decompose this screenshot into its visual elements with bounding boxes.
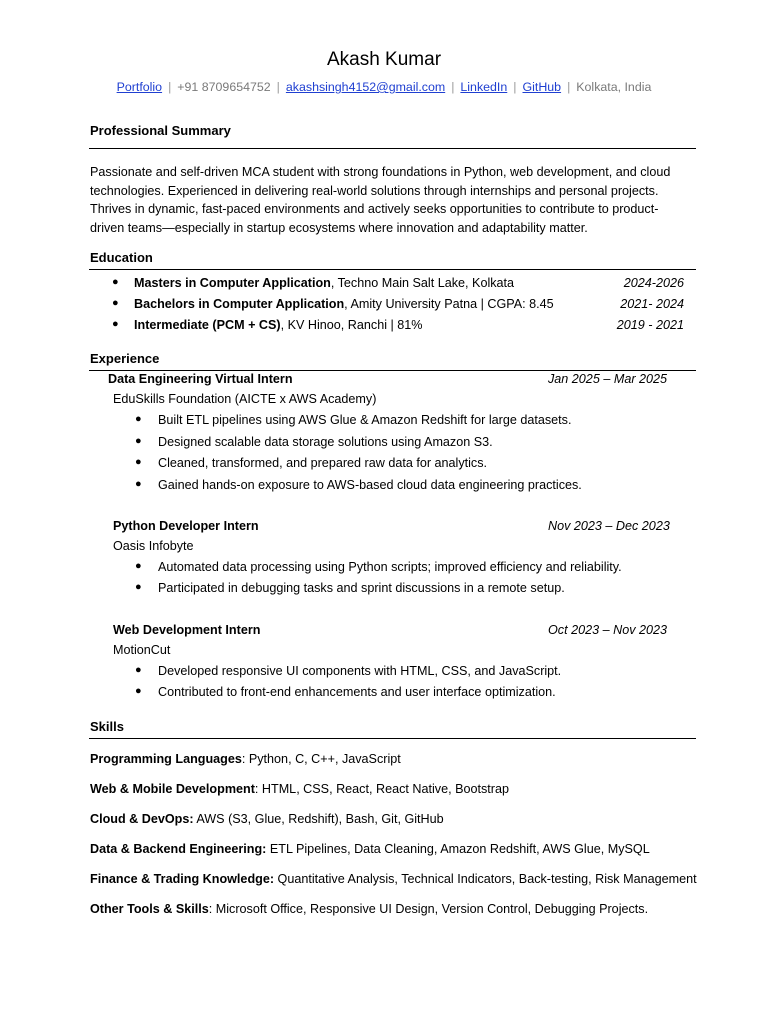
job-title: Data Engineering Virtual Intern	[108, 372, 293, 386]
skill-row	[90, 811, 444, 827]
skill-row	[90, 871, 697, 887]
job-organization: MotionCut	[113, 643, 171, 657]
job-point-text: Designed scalable data storage solutions using Amazon S3.	[158, 435, 493, 449]
education-text	[134, 275, 514, 291]
job-point-text: Developed responsive UI components with HTML, CSS, and JavaScript.	[158, 664, 562, 678]
bullet: ●	[135, 560, 142, 572]
job-organization: Oasis Infobyte	[113, 539, 194, 553]
skill-row	[90, 841, 650, 857]
section-divider	[89, 738, 696, 739]
job-organization: EduSkills Foundation (AICTE x AWS Academy)	[113, 392, 377, 406]
job-point-text: Gained hands-on exposure to AWS-based cloud data engineering practices.	[158, 478, 582, 492]
skill-colon: :	[254, 782, 259, 796]
section-title-skills: Skills	[90, 719, 124, 734]
skill-value: HTML, CSS, React, React Native, Bootstrap	[258, 782, 509, 796]
bullet: ●	[135, 664, 142, 676]
skill-label: Finance & Trading Knowledge:	[90, 872, 275, 886]
summary-line: technologies. Experienced in delivering real-world solutions through internships and personal projects.	[90, 183, 659, 198]
job-dates: Jan 2025 – Mar 2025	[548, 372, 668, 386]
location: Kolkata, India	[576, 80, 652, 94]
portfolio-link[interactable]: Portfolio	[116, 80, 163, 94]
bullet: ●	[135, 456, 142, 468]
linkedin-link[interactable]: LinkedIn	[460, 80, 508, 94]
skill-label: Data & Backend Engineering:	[90, 842, 267, 856]
section-divider	[89, 148, 696, 149]
bullet: ●	[135, 435, 142, 447]
skill-colon: :	[208, 902, 213, 916]
job-dates: Oct 2023 – Nov 2023	[548, 623, 668, 637]
contact-line	[0, 79, 768, 95]
education-dates: 2024-2026	[623, 276, 684, 290]
degree: Intermediate (PCM + CS)	[134, 318, 281, 332]
education-text	[134, 296, 554, 312]
section-title-education: Education	[90, 250, 153, 265]
bullet: ●	[135, 581, 142, 593]
job-point-text: Contributed to front-end enhancements and user interface optimization.	[158, 685, 556, 699]
degree: Bachelors in Computer Application	[134, 297, 345, 311]
job-point-text: Automated data processing using Python scripts; improved efficiency and reliability.	[158, 560, 622, 574]
separator: |	[513, 80, 517, 94]
separator: |	[451, 80, 455, 94]
skill-label: Cloud & DevOps:	[90, 812, 194, 826]
email-link[interactable]: akashsingh4152@gmail.com	[285, 80, 446, 94]
skill-colon: :	[241, 752, 246, 766]
bullet: ●	[135, 478, 142, 490]
job-title: Python Developer Intern	[113, 519, 259, 533]
skill-label: Web & Mobile Development	[90, 782, 255, 796]
skill-value: AWS (S3, Glue, Redshift), Bash, Git, GitHub	[193, 812, 444, 826]
education-text	[134, 317, 423, 333]
education-dates: 2021- 2024	[620, 297, 684, 311]
section-divider	[89, 269, 696, 270]
resume-name: Akash Kumar	[326, 49, 442, 70]
education-item	[90, 296, 684, 316]
bullet: ●	[112, 318, 119, 330]
institution: , Amity University Patna | CGPA: 8.45	[344, 297, 554, 311]
github-link[interactable]: GitHub	[522, 80, 562, 94]
job-title: Web Development Intern	[113, 623, 261, 637]
summary-line: driven teams—especially in startup ecosystems where innovation and adaptability matter.	[90, 220, 588, 235]
education-item	[90, 275, 684, 295]
job-dates: Nov 2023 – Dec 2023	[548, 519, 670, 533]
separator: |	[276, 80, 280, 94]
job-point-text: Built ETL pipelines using AWS Glue & Amazon Redshift for large datasets.	[158, 413, 572, 427]
bullet: ●	[112, 297, 119, 309]
section-title-summary: Professional Summary	[90, 123, 231, 138]
education-item	[90, 317, 684, 337]
separator: |	[168, 80, 172, 94]
job-point-text: Cleaned, transformed, and prepared raw data for analytics.	[158, 456, 488, 470]
skill-value: Quantitative Analysis, Technical Indicators, Back-testing, Risk Management	[274, 872, 697, 886]
skill-label: Other Tools & Skills	[90, 902, 209, 916]
bullet: ●	[135, 685, 142, 697]
education-dates: 2019 - 2021	[616, 318, 684, 332]
degree: Masters in Computer Application	[134, 276, 331, 290]
section-title-experience: Experience	[90, 351, 160, 366]
skill-value: Python, C, C++, JavaScript	[245, 752, 401, 766]
skill-row	[90, 751, 401, 767]
job-point-text: Participated in debugging tasks and sprint discussions in a remote setup.	[158, 581, 565, 595]
summary-paragraph	[90, 163, 690, 237]
institution: , Techno Main Salt Lake, Kolkata	[330, 276, 515, 290]
separator: |	[567, 80, 571, 94]
skill-row	[90, 781, 509, 797]
summary-line: Thrives in dynamic, fast-paced environments and actively seeks opportunities to contribute to product-	[90, 202, 659, 216]
summary-line: Passionate and self-driven MCA student with strong foundations in Python, web development, and cloud	[90, 165, 671, 179]
skill-value: ETL Pipelines, Data Cleaning, Amazon Redshift, AWS Glue, MySQL	[266, 842, 650, 856]
bullet: ●	[112, 276, 119, 288]
skill-label: Programming Languages	[90, 752, 242, 766]
bullet: ●	[135, 413, 142, 425]
skill-row	[90, 901, 648, 917]
institution: , KV Hinoo, Ranchi | 81%	[280, 318, 423, 332]
phone-number: +91 8709654752	[177, 80, 271, 94]
skill-value: Microsoft Office, Responsive UI Design, Version Control, Debugging Projects.	[212, 902, 649, 916]
